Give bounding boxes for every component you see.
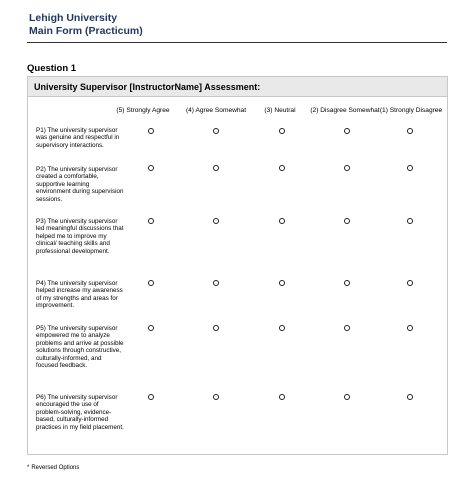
- radio-p6-agree-somewhat[interactable]: [213, 394, 219, 400]
- radio-p4-neutral[interactable]: [279, 280, 285, 286]
- radio-p5-strongly-disagree[interactable]: [407, 325, 413, 331]
- radio-p3-agree-somewhat[interactable]: [213, 218, 219, 224]
- question-title: University Supervisor [InstructorName] Assessment:: [28, 77, 447, 97]
- column-header-neutral: (3) Neutral: [264, 107, 296, 114]
- radio-p2-strongly-disagree[interactable]: [407, 165, 413, 171]
- radio-p5-disagree-somewhat[interactable]: [344, 325, 350, 331]
- footnote: [27, 465, 79, 471]
- radio-p1-agree-somewhat[interactable]: [213, 128, 219, 134]
- statement-p4: P4) The university supervisor helped increase my awareness of my strengths and areas for improvement.: [36, 280, 123, 310]
- radio-p1-strongly-agree[interactable]: [148, 128, 154, 134]
- radio-p5-neutral[interactable]: [279, 325, 285, 331]
- radio-p4-disagree-somewhat[interactable]: [344, 280, 350, 286]
- footnote-text: Reversed Options: [31, 465, 80, 471]
- statement-p5: P5) The university supervisor empowered me to analyze problems and arrive at possible solutions through constructive, culturally-informed, and focused feedback.: [36, 325, 124, 370]
- column-header-agree-somewhat: (4) Agree Somewhat: [185, 107, 247, 114]
- column-header-strongly-agree: (5) Strongly Agree: [116, 107, 170, 114]
- statement-p1: P1) The university supervisor was genuine and respectful in supervisory interactions.: [36, 127, 120, 149]
- form-header: [29, 12, 143, 38]
- header-divider: [27, 42, 447, 43]
- radio-p1-neutral[interactable]: [279, 128, 285, 134]
- statement-p6: P6) The university supervisor encouraged the use of problem-solving, evidence-based, culturally-informed practices in my field placement.: [36, 394, 124, 431]
- radio-p4-strongly-agree[interactable]: [148, 280, 154, 286]
- radio-p6-disagree-somewhat[interactable]: [344, 394, 350, 400]
- radio-p2-disagree-somewhat[interactable]: [344, 165, 350, 171]
- statement-p3: P3) The university supervisor led meaningful discussions that helped me to improve my clinical/ teaching skills and professional development.: [36, 218, 124, 255]
- question-number: Question 1: [27, 63, 77, 74]
- radio-p1-strongly-disagree[interactable]: [407, 128, 413, 134]
- radio-p2-neutral[interactable]: [279, 165, 285, 171]
- column-header-strongly-disagree: (1) Strongly Disagree: [379, 107, 443, 114]
- radio-p6-neutral[interactable]: [279, 394, 285, 400]
- radio-p2-agree-somewhat[interactable]: [213, 165, 219, 171]
- institution-name: Lehigh University: [29, 12, 118, 24]
- radio-p4-agree-somewhat[interactable]: [213, 280, 219, 286]
- question-panel: [27, 76, 448, 455]
- radio-p5-agree-somewhat[interactable]: [213, 325, 219, 331]
- radio-p3-neutral[interactable]: [279, 218, 285, 224]
- radio-p3-strongly-disagree[interactable]: [407, 218, 413, 224]
- radio-p5-strongly-agree[interactable]: [148, 325, 154, 331]
- radio-p6-strongly-agree[interactable]: [148, 394, 154, 400]
- column-header-disagree-somewhat: (2) Disagree Somewhat: [310, 107, 380, 114]
- radio-p3-strongly-agree[interactable]: [148, 218, 154, 224]
- radio-p3-disagree-somewhat[interactable]: [344, 218, 350, 224]
- footnote-marker: *: [27, 465, 30, 471]
- radio-p2-strongly-agree[interactable]: [148, 165, 154, 171]
- radio-p4-strongly-disagree[interactable]: [407, 280, 413, 286]
- form-name: Main Form (Practicum): [29, 25, 143, 37]
- radio-p1-disagree-somewhat[interactable]: [344, 128, 350, 134]
- statement-p2: P2) The university supervisor created a comfortable, supportive learning environment during supervision sessions.: [36, 166, 124, 203]
- radio-p6-strongly-disagree[interactable]: [407, 394, 413, 400]
